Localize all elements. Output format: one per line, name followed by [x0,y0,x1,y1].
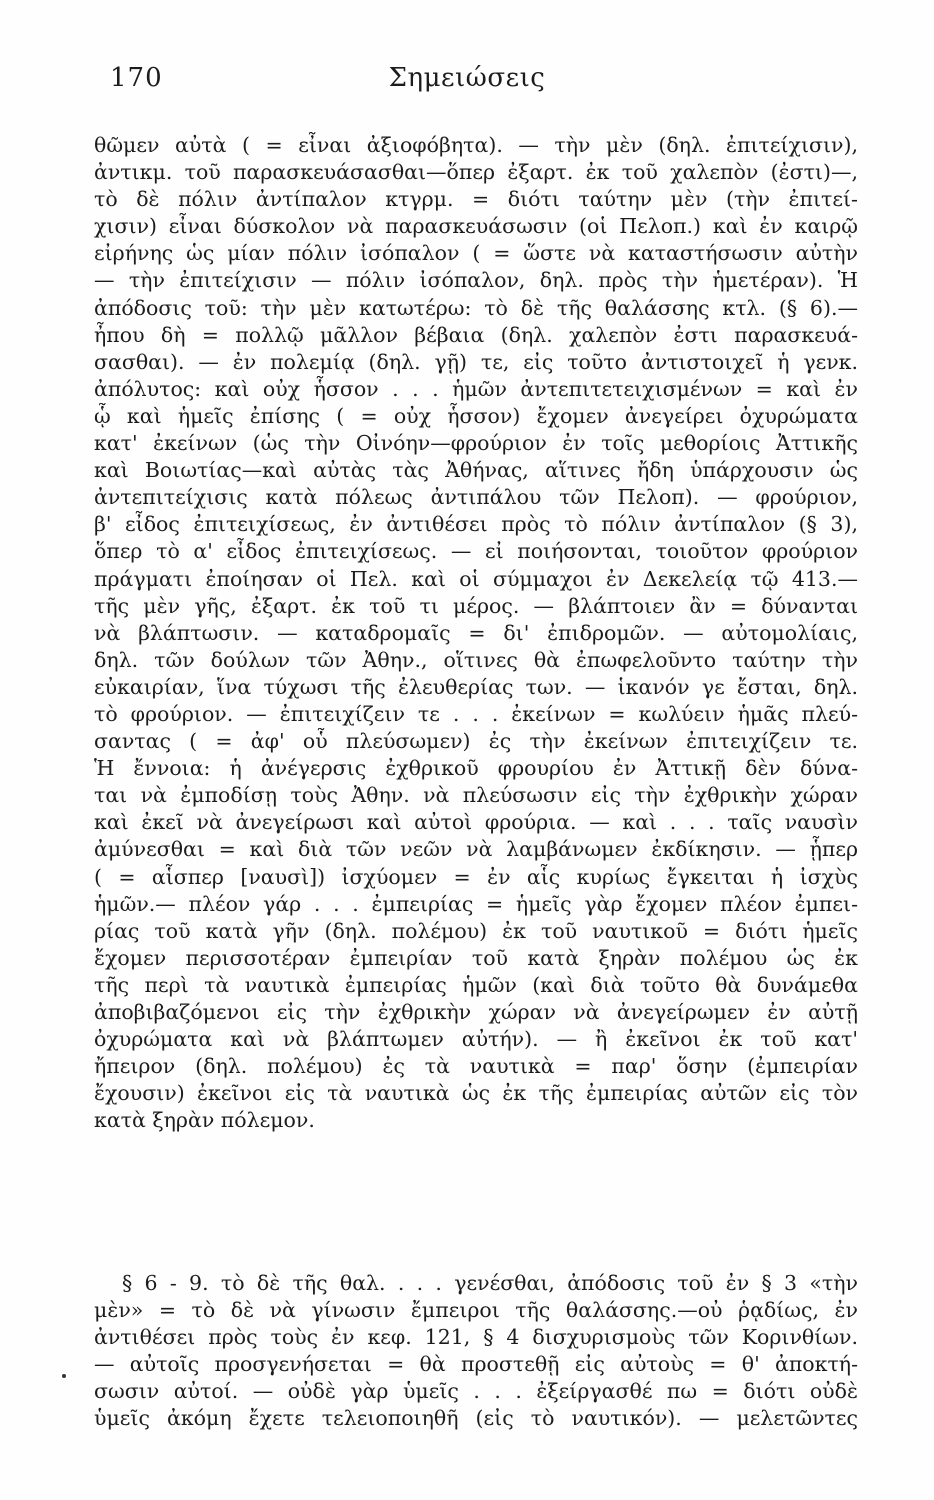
text-line: τῆς μὲν γῆς, ἐξαρτ. ἐκ τοῦ τι μέρος. — βλάπτοιεν ἂν = δύνανται [94,593,858,618]
notes-paragraph-1 [94,132,858,1134]
text-line: — αὐτοῖς προσγενήσεται = θὰ προστεθῇ εἰς αὐτοὺς = θ' ἀποκτή- [94,1352,858,1377]
text-line: τῆς περὶ τὰ ναυτικὰ ἐμπειρίας ἡμῶν (καὶ διὰ τοῦτο θὰ δυνάμεθα [94,972,858,997]
notes-paragraph-2 [94,1270,858,1433]
text-line: ἀπόλυτος: καὶ οὐχ ἧσσον . . . ἡμῶν ἀντεπιτετειχισμένων = καὶ ἐν [94,376,858,401]
text-line: κατ' ἐκείνων (ὡς τὴν Οἰνόην—φρούριον ἐν τοῖς μεθορίοις Ἀττικῆς [94,431,858,456]
text-line: ὅπερ τὸ α' εἶδος ἐπιτειχίσεως. — εἰ ποιήσονται, τοιοῦτον φρούριον [94,539,858,564]
text-line: ὑμεῖς ἀκόμη ἔχετε τελειοποιηθῆ (εἰς τὸ ναυτικόν). — μελετῶντες [94,1406,858,1431]
text-line: τὸ φρούριον. — ἐπιτειχίζειν τε . . . ἐκείνων = κωλύειν ἡμᾶς πλεύ- [94,701,858,726]
margin-mark [62,1374,66,1378]
text-line: § 6 - 9. τὸ δὲ τῆς θαλ. . . . γενέσθαι, ἀπόδοσις τοῦ ἐν § 3 «τὴν [122,1271,858,1295]
text-line: ἀποβιβαζόμενοι εἰς τὴν ἐχθρικὴν χώραν νὰ ἀνεγείρωμεν ἐν αὐτῇ [94,1000,858,1024]
text-line: ( = αἷσπερ [ναυσὶ]) ἰσχύομεν = ἐν αἷς κυρίως ἔγκειται ἡ ἰσχὺς [94,864,858,889]
text-line: τὸ δὲ πόλιν ἀντίπαλον κτγρμ. = διότι ταύτην μὲν (τὴν ἐπιτεί- [94,187,858,212]
text-line: δηλ. τῶν δούλων τῶν Ἀθην., οἵτινες θὰ ἐπωφελοῦντο ταύτην τὴν [94,647,858,672]
text-line: ᾧ καὶ ἡμεῖς ἐπίσης ( = οὐχ ἧσσον) ἔχομεν ἀνεγείρει ὀχυρώματα [94,403,858,428]
text-line: ρίας τοῦ κατὰ γῆν (δηλ. πολέμου) ἐκ τοῦ ναυτικοῦ = διότι ἡμεῖς [94,918,858,943]
text-line: πράγματι ἐποίησαν οἱ Πελ. καὶ οἱ σύμμαχοι ἐν Δεκελείᾳ τῷ 413.— [94,566,858,591]
text-line: νὰ βλάπτωσιν. — καταδρομαῖς = δι' ἐπιδρομῶν. — αὐτομολίαις, [94,620,858,645]
text-line: εὐκαιρίαν, ἵνα τύχωσι τῆς ἐλευθερίας των. — ἱκανόν γε ἔσται, δηλ. [94,674,858,699]
text-line: ἤπειρον (δηλ. πολέμου) ἐς τὰ ναυτικὰ = παρ' ὅσην (ἐμπειρίαν [94,1054,858,1079]
text-line: ἀντικμ. τοῦ παρασκευάσασθαι—ὅπερ ἐξαρτ. ἐκ τοῦ χαλεπὸν (ἐστι)—, [94,160,858,185]
text-line: ἀμύνεσθαι = καὶ διὰ τῶν νεῶν νὰ λαμβάνωμεν ἐκδίκησιν. — ᾗπερ [94,837,858,862]
text-line: καὶ Βοιωτίας—καὶ αὐτὰς τὰς Ἀθήνας, αἵτινες ἤδη ὑπάρχουσιν ὡς [94,458,858,483]
text-line: χισιν) εἶναι δύσκολον νὰ παρασκευάσωσιν (οἱ Πελοπ.) καὶ ἐν καιρῷ [94,214,858,239]
text-line: ἦπου δὴ = πολλῷ μᾶλλον βέβαια (δηλ. χαλεπὸν ἐστι παρασκευά- [94,322,858,347]
text-line: θῶμεν αὐτὰ ( = εἶναι ἀξιοφόβητα). — τὴν μὲν (δηλ. ἐπιτείχισιν), [94,133,858,157]
text-line: μὲν» = τὸ δὲ νὰ γίνωσιν ἔμπειροι τῆς θαλάσσης.—οὐ ῥᾳδίως, ἐν [94,1298,858,1323]
text-line: ἔχουσιν) ἐκεῖνοι εἰς τὰ ναυτικὰ ὡς ἐκ τῆς ἐμπειρίας αὐτῶν εἰς τὸν [94,1081,858,1106]
text-line: ἔχομεν περισσοτέραν ἐμπειρίαν τοῦ κατὰ ξηρὰν πολέμου ὡς ἐκ [94,945,858,970]
text-line: ἀντεπιτείχισις κατὰ πόλεως ἀντιπάλου τῶν Πελοπ). — φρούριον, [94,485,858,510]
text-line: καὶ ἐκεῖ νὰ ἀνεγείρωσι καὶ αὐτοὶ φρούρια. — καὶ . . . ταῖς ναυσὶν [94,810,858,835]
text-line: Ἡ ἔννοια: ἡ ἀνέγερσις ἐχθρικοῦ φρουρίου ἐν Ἀττικῇ δὲν δύνα- [94,756,858,781]
text-line: ται νὰ ἐμποδίσῃ τοὺς Ἀθην. νὰ πλεύσωσιν εἰς τὴν ἐχθρικὴν χώραν [94,783,858,808]
text-line: σαντας ( = ἀφ' οὗ πλεύσωμεν) ἐς τὴν ἐκείνων ἐπιτειχίζειν τε. [94,729,858,754]
text-line: κατὰ ξηρὰν πόλεμον. [94,1108,315,1133]
text-line: εἰρήνης ὡς μίαν πόλιν ἰσόπαλον ( = ὥστε νὰ καταστήσωσιν αὐτὴν [94,241,858,266]
text-line: ὀχυρώματα καὶ νὰ βλάπτωμεν αὐτήν). — ἢ ἐκεῖνοι ἐκ τοῦ κατ' [94,1027,858,1052]
text-line: ἡμῶν.— πλέον γάρ . . . ἐμπειρίας = ἡμεῖς γὰρ ἔχομεν πλέον ἐμπει- [94,891,858,916]
text-line: — τὴν ἐπιτείχισιν — πόλιν ἰσόπαλον, δηλ. πρὸς τὴν ἡμετέραν). Ἡ [94,268,858,293]
text-line: β' εἶδος ἐπιτειχίσεως, ἐν ἀντιθέσει πρὸς τὸ πόλιν ἀντίπαλον (§ 3), [94,512,858,537]
text-line: σασθαι). — ἐν πολεμίᾳ (δηλ. γῇ) τε, εἰς τοῦτο ἀντιστοιχεῖ ἡ γενκ. [94,349,858,374]
running-title: Σημειώσεις [388,63,546,93]
text-line: ἀντιθέσει πρὸς τοὺς ἐν κεφ. 121, § 4 δισχυρισμοὺς τῶν Κορινθίων. [94,1325,858,1350]
page-number: 170 [110,63,163,93]
text-line: σωσιν αὐτοί. — οὐδὲ γὰρ ὑμεῖς . . . ἐξείργασθέ πω = διότι οὐδὲ [94,1379,858,1404]
text-line: ἀπόδοσις τοῦ: τὴν μὲν κατωτέρω: τὸ δὲ τῆς θαλάσσης κτλ. (§ 6).— [94,295,858,320]
